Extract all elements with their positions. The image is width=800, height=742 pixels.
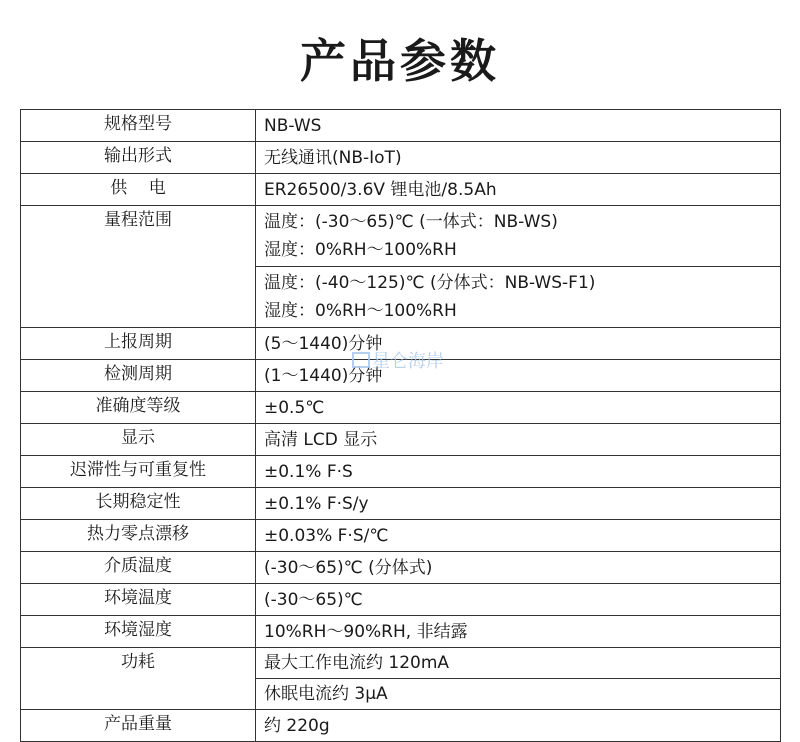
table-row [21,616,781,648]
row-label-hysteresis: 迟滞性与可重复性 [21,456,256,488]
row-value-report: (5～1440)分钟 [256,328,781,360]
range-temp-split: 温度：(-40～125)℃ (分体式：NB-WS-F1) [264,273,596,293]
spec-table [20,109,781,742]
table-row [21,584,781,616]
table-row [21,456,781,488]
row-label-model: 规格型号 [21,110,256,142]
row-label-env-humid: 环境湿度 [21,616,256,648]
row-value-stability: ±0.1% F·S/y [256,488,781,520]
watermark-text: 星仑海岸 [372,351,444,372]
table-row [21,174,781,206]
table-row [21,110,781,142]
row-label-output: 输出形式 [21,142,256,174]
row-value-accuracy: ±0.5℃ [256,392,781,424]
row-label-power [21,174,256,206]
row-value-detect: (1～1440)分钟 [256,360,781,392]
row-value-weight: 约 220g [256,710,781,742]
range-humid-integrated: 湿度：0%RH～100%RH [264,240,457,260]
row-value-output: 无线通讯(NB-IoT) [256,142,781,174]
power-label-text: 供 电 [110,178,166,198]
row-value-medium: (-30～65)℃ (分体式) [256,552,781,584]
row-label-drift: 热力零点漂移 [21,520,256,552]
row-label-consumption: 功耗 [21,648,256,710]
row-label-range: 量程范围 [21,206,256,328]
row-value-consumption-sleep: 休眠电流约 3μA [256,679,781,710]
row-label-report: 上报周期 [21,328,256,360]
range-humid-split: 湿度：0%RH～100%RH [264,301,457,321]
watermark-logo [352,347,444,373]
range-temp-integrated: 温度：(-30～65)℃ (一体式：NB-WS) [264,212,558,232]
row-value-env-temp: (-30～65)℃ [256,584,781,616]
table-row [21,142,781,174]
row-label-medium: 介质温度 [21,552,256,584]
row-value-power: ER26500/3.6V 锂电池/8.5Ah [256,174,781,206]
row-value-display: 高清 LCD 显示 [256,424,781,456]
row-value-range-integrated [256,206,781,267]
row-value-consumption-max: 最大工作电流约 120mA [256,648,781,679]
row-label-display: 显示 [21,424,256,456]
row-value-hysteresis: ±0.1% F·S [256,456,781,488]
row-label-accuracy: 准确度等级 [21,392,256,424]
row-value-model: NB-WS [256,110,781,142]
table-row [21,710,781,742]
table-row [21,392,781,424]
watermark-icon [352,352,370,368]
row-label-env-temp: 环境温度 [21,584,256,616]
row-label-weight: 产品重量 [21,710,256,742]
row-label-stability: 长期稳定性 [21,488,256,520]
table-row [21,424,781,456]
table-row [21,648,781,679]
row-label-detect: 检测周期 [21,360,256,392]
row-value-env-humid: 10%RH～90%RH, 非结露 [256,616,781,648]
table-row [21,552,781,584]
table-row [21,488,781,520]
row-value-drift: ±0.03% F·S/℃ [256,520,781,552]
table-row [21,206,781,267]
table-row [21,520,781,552]
page-title: 产品参数 [300,34,500,88]
row-value-range-split [256,267,781,328]
